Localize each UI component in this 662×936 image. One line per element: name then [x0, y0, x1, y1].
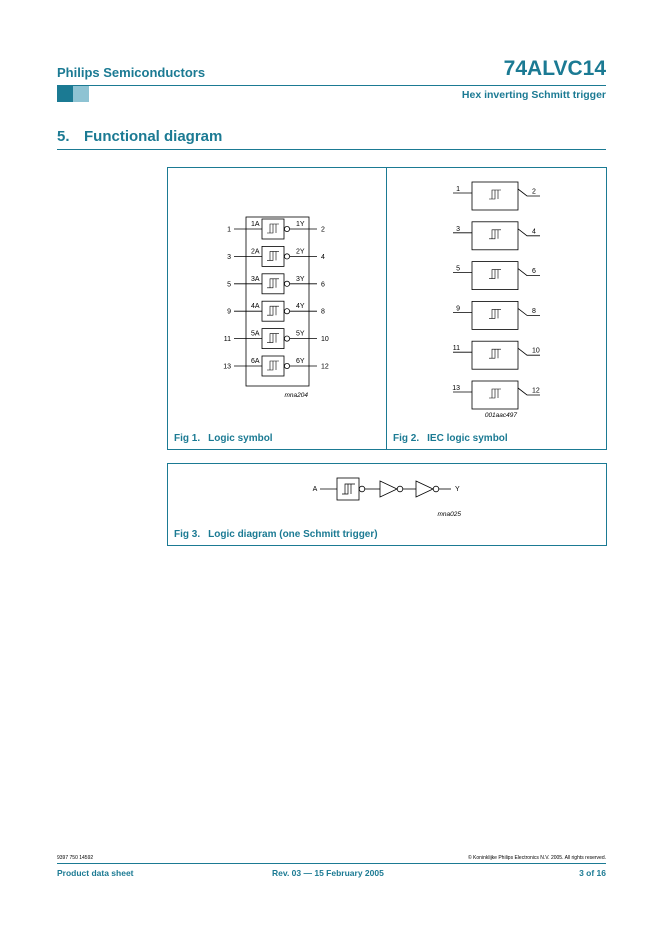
fig1-input-name: 2A [251, 248, 260, 256]
part-number: 74ALVC14 [503, 57, 606, 80]
fig2-hysteresis-icon [489, 349, 501, 358]
fig2-output-pin: 2 [532, 188, 536, 196]
fig3-inverter-2 [416, 481, 433, 497]
fig1-output-pin: 4 [321, 253, 325, 261]
fig3-bubble-3 [433, 486, 439, 492]
fig1-output-pin: 6 [321, 281, 325, 289]
fig1-input-pin: 3 [227, 253, 231, 261]
fig2-caption-text: IEC logic symbol [427, 433, 508, 444]
section-title: Functional diagram [84, 128, 223, 145]
fig1-hysteresis-icon [267, 306, 279, 315]
fig2-gate [453, 262, 540, 290]
fig3-caption [174, 529, 378, 540]
fig2-gate [453, 222, 540, 250]
fig1-caption [174, 433, 273, 444]
fig2-input-pin: 11 [452, 345, 460, 353]
fig2-output-wire [518, 229, 540, 236]
fig1-output-name: 5Y [296, 330, 305, 338]
fig2-output-pin: 6 [532, 268, 536, 276]
fig2-caption [393, 433, 508, 444]
fig1-output-pin: 10 [321, 336, 329, 344]
fig2-gate [452, 381, 540, 409]
fig1-output-name: 3Y [296, 275, 305, 283]
footer-rule [57, 863, 606, 864]
fig1-input-name: 6A [251, 358, 260, 365]
fig1-input-name: 3A [251, 275, 260, 283]
header-rule [57, 85, 606, 86]
fig2-hysteresis-icon [489, 230, 501, 239]
fig2-hysteresis-icon [489, 190, 501, 199]
fig2-gate [453, 301, 540, 329]
fig1-input-pin: 1 [227, 226, 231, 234]
fig2-output-pin: 12 [532, 387, 540, 395]
fig2-input-pin: 1 [456, 186, 460, 193]
fig1-output-name: 4Y [296, 303, 305, 311]
brand-block-light [73, 86, 89, 102]
fig1-inversion-bubble [284, 309, 289, 314]
fig2-input-pin: 9 [456, 305, 460, 313]
fig2-output-pin: 8 [532, 307, 536, 315]
fig1-gate [227, 246, 325, 266]
fig1-inversion-bubble [284, 226, 289, 231]
fig1-inversion-bubble [284, 336, 289, 341]
fig1-gate [227, 301, 325, 321]
fig2-output-wire [518, 308, 540, 315]
fig2-output-wire [518, 189, 540, 196]
footer-doc-type: Product data sheet [57, 868, 134, 878]
fig1-inversion-bubble [284, 281, 289, 286]
fig3-bubble-2 [397, 486, 403, 492]
fig3-bubble-1 [359, 486, 365, 492]
fig1-logic-symbol [167, 167, 386, 417]
fig1-input-pin: 13 [223, 363, 231, 371]
fig2-input-pin: 5 [456, 265, 460, 273]
section-number: 5. [57, 128, 70, 145]
fig2-label: Fig 2. [393, 433, 420, 444]
fig3-caption-text: Logic diagram (one Schmitt trigger) [208, 529, 378, 540]
fig1-input-name: 1A [251, 221, 260, 228]
fig1-input-pin: 5 [227, 281, 231, 289]
fig2-output-wire [518, 269, 540, 276]
fig1-input-name: 4A [251, 303, 260, 311]
fig1-hysteresis-icon [267, 224, 279, 233]
fig1-gate [223, 356, 329, 376]
fig1-inversion-bubble [284, 363, 289, 368]
fig3-output-label: Y [455, 486, 460, 493]
fig2-gate [453, 341, 540, 369]
fig3-input-label: A [312, 486, 318, 493]
fig1-output-name: 1Y [296, 221, 305, 228]
fig2-hysteresis-icon [489, 270, 501, 279]
fig3-code: mna025 [437, 511, 461, 518]
fig1-label: Fig 1. [174, 433, 201, 444]
section-rule [57, 149, 606, 150]
fig1-gate [224, 329, 329, 349]
fig2-hysteresis-icon [489, 309, 501, 318]
fig3-label: Fig 3. [174, 529, 201, 540]
fig2-input-pin: 13 [452, 385, 460, 392]
fig2-iec-symbol [387, 167, 606, 427]
fig1-gate [227, 219, 325, 239]
fig2-output-pin: 10 [532, 347, 540, 355]
company-name: Philips Semiconductors [57, 65, 206, 80]
brand-block-dark [57, 86, 73, 102]
footer-doc-number: 9397 750 14592 [57, 855, 94, 861]
fig1-gate [227, 274, 325, 294]
section-heading [57, 128, 222, 145]
footer-page: 3 of 16 [579, 868, 606, 878]
fig1-output-pin: 8 [321, 308, 325, 316]
fig1-inversion-bubble [284, 254, 289, 259]
fig1-output-pin: 12 [321, 363, 329, 371]
fig1-output-name: 6Y [296, 358, 305, 365]
fig1-caption-text: Logic symbol [208, 433, 273, 444]
fig1-code: mna204 [284, 392, 308, 399]
fig1-input-pin: 9 [227, 308, 231, 316]
fig1-output-pin: 2 [321, 226, 325, 234]
fig3-logic-diagram [167, 463, 607, 525]
fig2-code: 001aac497 [484, 412, 517, 419]
fig2-hysteresis-icon [489, 389, 501, 398]
fig1-hysteresis-icon [267, 334, 279, 343]
fig1-input-pin: 11 [223, 336, 231, 344]
footer-copyright: © Koninklijke Philips Electronics N.V. 2005. All rights reserved. [467, 855, 606, 861]
fig1-hysteresis-icon [267, 251, 279, 260]
fig2-gate [453, 182, 540, 210]
fig1-output-name: 2Y [296, 248, 305, 256]
fig1-input-name: 5A [251, 330, 260, 338]
fig1-hysteresis-icon [267, 361, 279, 370]
fig2-input-pin: 3 [456, 225, 460, 233]
fig1-hysteresis-icon [267, 279, 279, 288]
fig2-output-pin: 4 [532, 228, 536, 236]
footer-revision: Rev. 03 — 15 February 2005 [272, 868, 384, 878]
fig3-hysteresis-icon [342, 484, 355, 494]
fig3-inverter-1 [380, 481, 397, 497]
document-subtitle: Hex inverting Schmitt trigger [461, 89, 606, 101]
